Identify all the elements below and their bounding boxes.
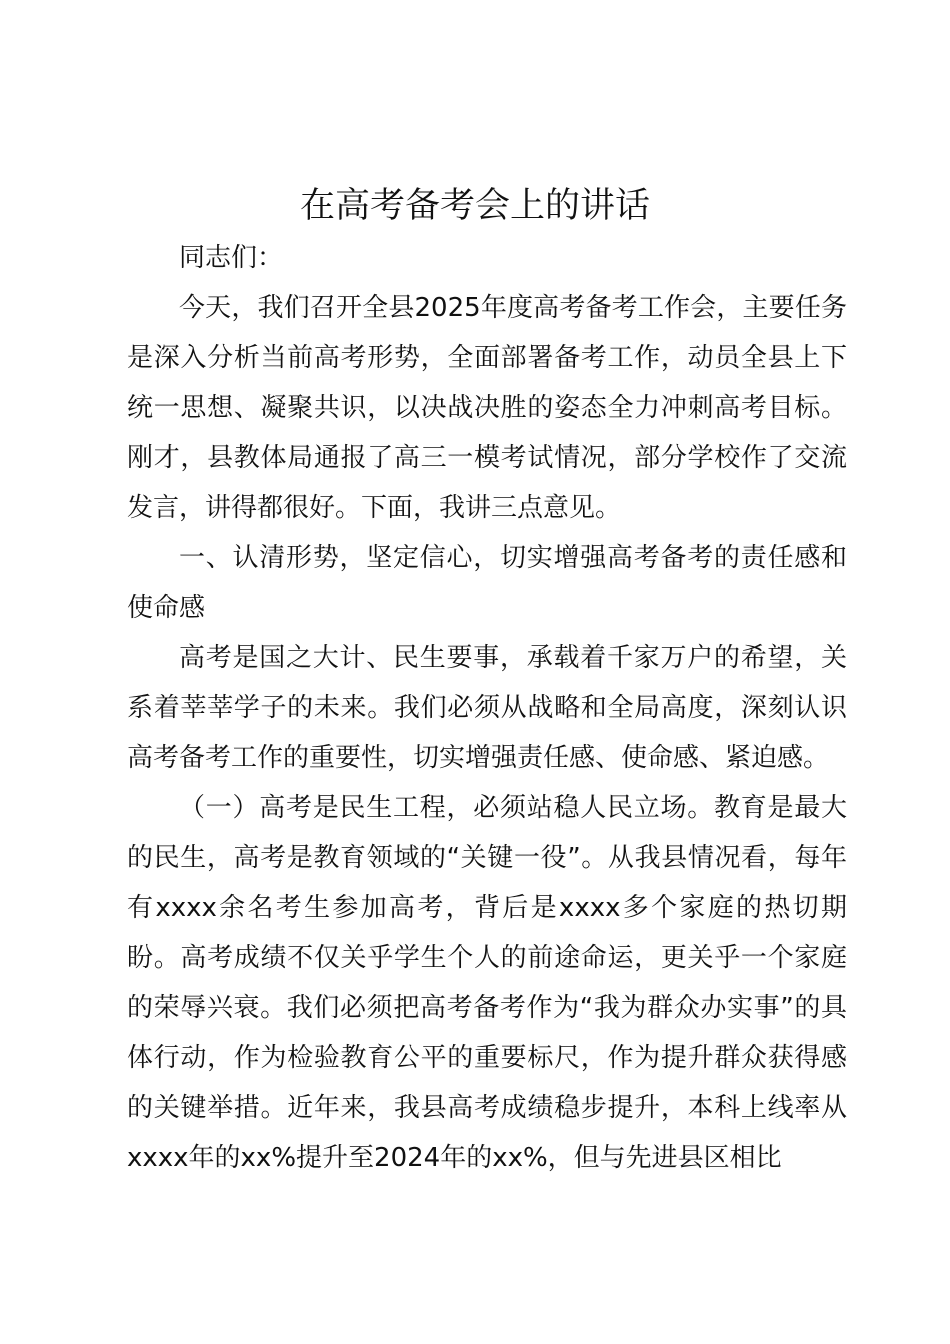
document-body [127, 233, 847, 1183]
paragraph-section-1: 高考是国之大计、民生要事，承载着千家万户的希望，关系着莘莘学子的未来。我们必须从战略和全局高度，深刻认识高考备考工作的重要性，切实增强责任感、使命感、紧迫感。 [127, 643, 847, 773]
salutation: 同志们： [179, 243, 284, 273]
section-heading-1: 一、认清形势，坚定信心，切实增强高考备考的责任感和使命感 [127, 543, 847, 623]
document-title: 在高考备考会上的讲话 [299, 186, 650, 226]
paragraph-subsection-1: （一）高考是民生工程，必须站稳人民立场。教育是最大的民生，高考是教育领域的“关键一役”。从我县情况看，每年有xxxx余名考生参加高考，背后是xxxx多个家庭的热切期盼。高考成绩不仅关乎学生个人的前途命运，更关乎一个家庭的荣辱兴衰。我们必须把高考备考作为“我为群众办实事”的具体行动，作为检验教育公平的重要标尺，作为提升群众获得感的关键举措。近年来，我县高考成绩稳步提升，本科上线率从xxxx年的xx%提升至2024年的xx%，但与先进县区相比 [127, 793, 847, 1173]
paragraph-intro: 今天，我们召开全县2025年度高考备考工作会，主要任务是深入分析当前高考形势，全面部署备考工作，动员全县上下统一思想、凝聚共识，以决战决胜的姿态全力冲刺高考目标。刚才，县教体局通报了高三一模考试情况，部分学校作了交流发言，讲得都很好。下面，我讲三点意见。 [127, 293, 847, 523]
